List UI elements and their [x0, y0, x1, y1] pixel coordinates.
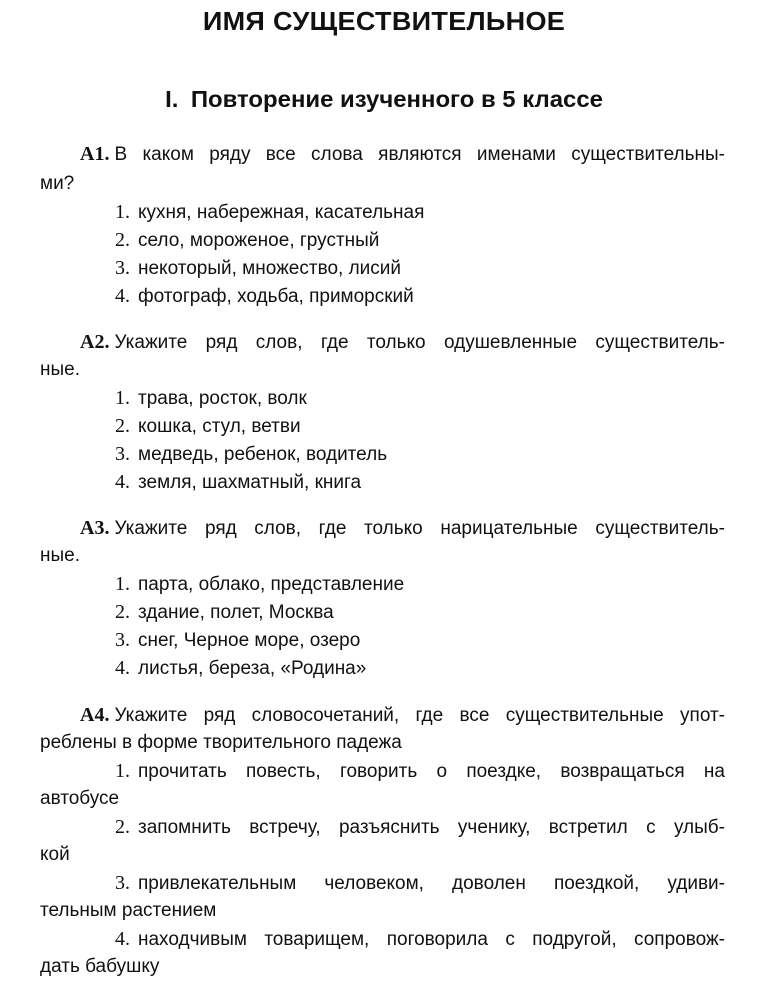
answer-option-continued: кой: [40, 844, 70, 865]
answer-option: 2. запомнить встречу, разъяснить ученику, встретил с улыб-: [115, 816, 725, 838]
answer-option: 2. здание, полет, Москва: [115, 601, 334, 623]
question-a4: [80, 703, 725, 728]
question-number: А3.: [80, 517, 110, 539]
question-number: А1.: [80, 143, 110, 165]
answer-option: 2. кошка, стул, ветви: [115, 415, 301, 437]
answer-option: 3. снег, Черное море, озеро: [115, 629, 361, 651]
answer-option: 4. фотограф, ходьба, приморский: [115, 285, 414, 307]
answer-option: 1. парта, облако, представление: [115, 573, 405, 595]
section-title: Повторение изученного в 5 классе: [190, 86, 603, 112]
question-text-continued: ные.: [40, 545, 80, 566]
question-text-continued: реблены в форме творительного падежа: [40, 732, 402, 753]
answer-option: 3. некоторый, множество, лисий: [115, 257, 402, 279]
question-a2: [80, 330, 725, 355]
question-text-continued: ные.: [40, 359, 80, 380]
answer-option-continued: тельным растением: [40, 900, 217, 921]
answer-option: 3. привлекательным человеком, доволен поездкой, удиви-: [115, 872, 725, 894]
question-text: Укажите ряд слов, где только одушевленные существитель-: [114, 332, 725, 353]
answer-option: 1. прочитать повесть, говорить о поездке, возвращаться на: [115, 760, 725, 782]
answer-option: 1. трава, росток, волк: [115, 387, 307, 409]
answer-option: 4. земля, шахматный, книга: [115, 471, 362, 493]
section-heading: [0, 86, 768, 113]
section-number: I.: [165, 86, 179, 112]
answer-option: 4. листья, береза, «Родина»: [115, 657, 367, 679]
question-a3: [80, 516, 725, 541]
question-text: В каком ряду все слова являются именами существительны-: [114, 144, 725, 165]
question-text: Укажите ряд слов, где только нарицательные существитель-: [114, 518, 725, 539]
answer-option-continued: автобусе: [40, 788, 120, 809]
question-a1: [80, 142, 725, 167]
answer-option-continued: дать бабушку: [40, 956, 160, 977]
answer-option: 2. село, мороженое, грустный: [115, 229, 380, 251]
answer-option: 3. медведь, ребенок, водитель: [115, 443, 388, 465]
question-text-continued: ми?: [40, 173, 75, 194]
question-number: А2.: [80, 331, 110, 353]
answer-option: 4. находчивым товарищем, поговорила с подругой, сопровож-: [115, 928, 725, 950]
question-text: Укажите ряд словосочетаний, где все существительные упот-: [114, 705, 725, 726]
answer-option: 1. кухня, набережная, касательная: [115, 201, 425, 223]
page-title: ИМЯ СУЩЕСТВИТЕЛЬНОЕ: [202, 6, 566, 36]
question-number: А4.: [80, 704, 110, 726]
